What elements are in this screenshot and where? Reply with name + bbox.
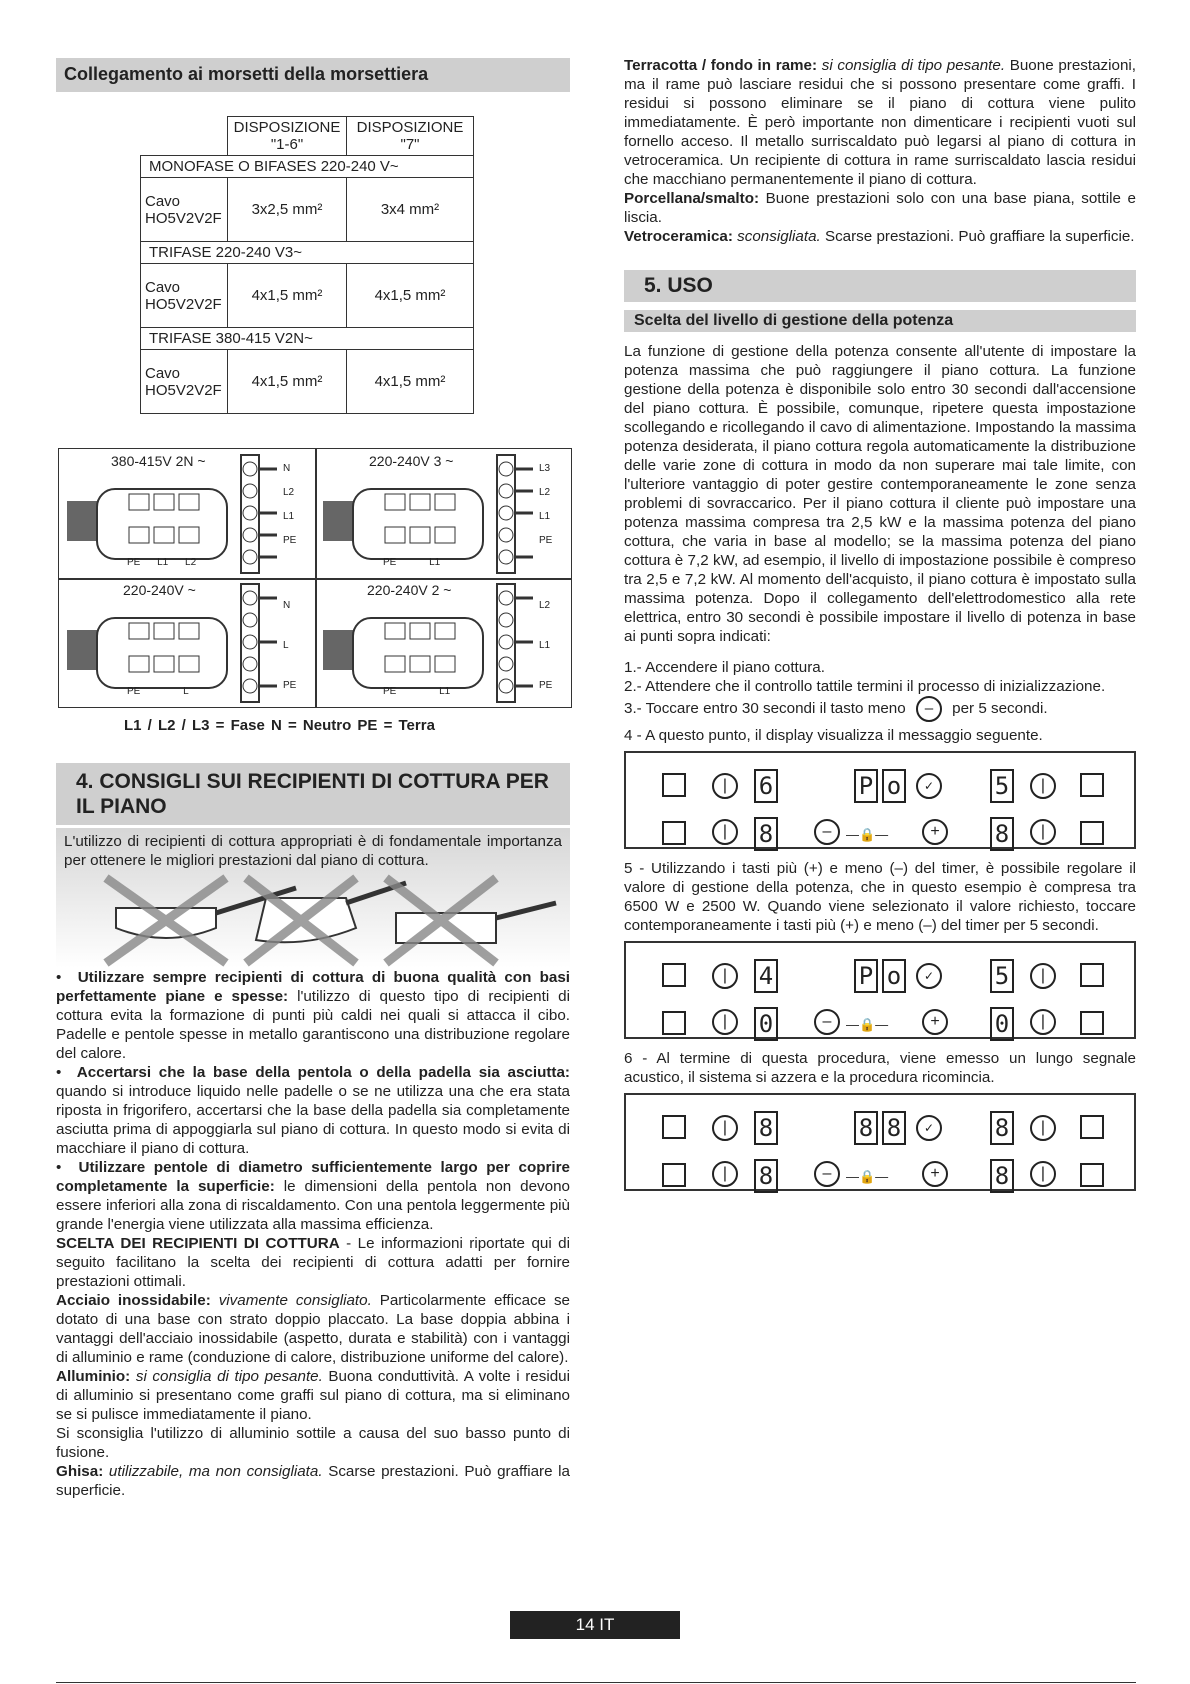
cable-value: 3x4 mm²	[347, 178, 474, 242]
plus-icon[interactable]: +	[922, 1009, 948, 1035]
wiring-legend: L1 / L2 / L3 = Fase N = Neutro PE = Terra	[124, 717, 435, 734]
minus-icon: –	[916, 696, 942, 722]
cable-label: Cavo HO5V2V2F	[141, 264, 228, 328]
page-number: 14 IT	[510, 1611, 680, 1639]
terminal-block-icon	[315, 449, 571, 578]
wiring-title: 220-240V 3 ~	[369, 453, 454, 469]
side-labels: L2 L1 PE	[539, 600, 553, 691]
control-panel: | | 6 8 P o ✓ – —🔒— + 5 8 | |	[624, 751, 1136, 849]
cable-value: 4x1,5 mm²	[347, 350, 474, 414]
control-panel: | | 4 0 P o ✓ – —🔒— + 5 0 | |	[624, 941, 1136, 1039]
cable-value: 4x1,5 mm²	[228, 350, 347, 414]
wiring-title: 220-240V 2 ~	[367, 582, 452, 598]
bad-cookware-icon	[56, 868, 570, 968]
wiring-cell	[59, 578, 315, 707]
timer-icon: ✓	[916, 963, 942, 989]
footer-divider	[56, 1682, 1136, 1683]
minus-icon[interactable]: –	[814, 819, 840, 845]
header-1-6: DISPOSIZIONE "1-6"	[228, 117, 347, 156]
bottom-labels: PE L1 L2	[127, 557, 197, 568]
group-label: MONOFASE O BIFASES 220-240 V~	[141, 156, 474, 178]
cable-value: 4x1,5 mm²	[347, 264, 474, 328]
cable-label: Cavo HO5V2V2F	[141, 178, 228, 242]
section4-title: 4. CONSIGLI SUI RECIPIENTI DI COTTURA PER IL PIANO	[56, 763, 570, 825]
bottom-labels: PE L1	[383, 686, 451, 697]
plus-icon[interactable]: +	[922, 819, 948, 845]
step-6: 6 - Al termine di questa procedura, viene emesso un lungo segnale acustico, il sistema si azzera e la procedura ricomincia.	[624, 1050, 1136, 1086]
timer-icon: ✓	[916, 1115, 942, 1141]
group-label: TRIFASE 220-240 V3~	[141, 242, 474, 264]
cable-label: Cavo HO5V2V2F	[141, 350, 228, 414]
power-text: La funzione di gestione della potenza consente all'utente di impostare la potenza massima che può raggiungere il piano cottura. La funzione gestione della potenza è disponibile solo entro 30 secondi dall'accensione del piano cottura. È possibile, comunque, ripetere questa impostazione scollegando e ricollegando il cavo di alimentazione. Impostando la massima potenza desiderata, il piano cottura regola automaticamente la distribuzione delle varie zone di cottura in modo da non superare mai tale limite, con l'ulteriore vantaggio di poter gestire contemporaneamente le zone senza problemi di sovraccarico. Per il piano cottura il cliente può impostare una potenza massima compresa tra 2,5 kW e la massima potenza del piano cottura, che varia in base al modello; se la massima potenza del piano cottura è 7,2 kW, ad esempio, il livello di impostazione possibile è compreso tra 2,5 e 7,2 kW. Al momento dell'acquisto, il piano cottura è impostato sulla massima potenza. Dopo il collegamento dell'elettrodomestico alla rete elettrica, entro 30 secondi è possibile impostare il livello di potenza in base ai punti sopra indicati:	[624, 343, 1136, 645]
section5-title: 5. USO	[624, 270, 1136, 302]
wiring-cell	[315, 449, 571, 578]
control-panel: | | 8 8 8 8 ✓ – —🔒— + 8 8 | |	[624, 1093, 1136, 1191]
plus-icon[interactable]: +	[922, 1161, 948, 1187]
step-4: 4 - A questo punto, il display visualizza il messaggio seguente.	[624, 727, 1043, 744]
terminals-title: Collegamento ai morsetti della morsettiera	[56, 58, 570, 92]
step-2: 2.- Attendere che il controllo tattile termini il processo di inizializzazione.	[624, 678, 1106, 695]
wiring-cell	[59, 449, 315, 578]
wiring-cell	[315, 578, 571, 707]
section4-intro: L'utilizzo di recipienti di cottura appropriati è di fondamentale importanza per ottenere le migliori prestazioni dal piano di cottura.	[64, 833, 562, 869]
section4-body: • Utilizzare sempre recipienti di cottura di buona qualità con basi perfettamente piane e spesse: l'utilizzo di questo tipo di recipienti di cottura evita la formazione di punti più caldi nei quali si attacca il cibo. Padelle e pentole spesse in metallo garantiscono una distribuzione regolare del calore. • Accertarsi che la base della pentola o della padella sia asciutta: quando si introduce liquido nelle padelle o se ne utilizza una che era stata riposta in frigorifero, accertarsi che la base della padella sia completamente asciutta prima di appoggiarla sul piano di cottura. In questo modo si evita di macchiare il piano di cottura. • Utilizzare pentole di diametro sufficientemente largo per coprire completamente la superficie: le dimensioni della pentola non devono essere inferiori alla zona di riscaldamento. Con una pentola leggermente più grande l'energia viene utilizzata alla massima efficienza. SCELTA DEI RECIPIENTI DI COTTURA - Le informazioni riportate qui di seguito facilitano la scelta dei recipienti di cottura adatti per fornire prestazioni ottimali. Acciaio inossidabile: vivamente consigliato. Particolarmente efficace se dotato di una base con strato doppio placcato. La base doppia abbina i vantaggi dell'acciaio inossidabile (aspetto, durata e stabilità) con i vantaggi di alluminio e rame (conduzione di calore, distribuzione uniforme del calore). Alluminio: si consiglia di tipo pesante. Buona conduttività. A volte i residui di alluminio si presentano come graffi sul piano di cottura, ma si eliminano se si pulisce immediatamente il piano. Si sconsiglia l'utilizzo di alluminio sottile a causa del suo basso punto di fusione. Ghisa: utilizzabile, ma non consigliata. Scarse prestazioni. Può graffiare la superficie.	[56, 969, 571, 1499]
side-labels: N L2 L1 PE	[283, 463, 297, 546]
wiring-title: 220-240V ~	[123, 582, 196, 598]
power-subtitle: Scelta del livello di gestione della potenza	[624, 310, 1136, 332]
step-1: 1.- Accendere il piano cottura.	[624, 659, 825, 676]
cable-value: 3x2,5 mm²	[228, 178, 347, 242]
step-5: 5 - Utilizzando i tasti più (+) e meno (–) del timer, è possibile regolare il valore di gestione della potenza, che in questo esempio è compresa tra 6500 W e 2500 W. Quando viene selezionato il valore richiesto, toccare contemporaneamente i tasti più (+) e meno (–) del timer per 5 secondi.	[624, 860, 1136, 934]
bottom-labels: PE L1	[383, 557, 441, 568]
bottom-labels: PE L	[127, 686, 189, 697]
header-7: DISPOSIZIONE "7"	[347, 117, 474, 156]
step-3: 3.- Toccare entro 30 secondi il tasto meno – per 5 secondi.	[624, 696, 1136, 722]
cookware-banner	[56, 828, 570, 968]
side-labels: N L PE	[283, 600, 297, 691]
lock-icon: —🔒—	[846, 1169, 889, 1184]
wiring-title: 380-415V 2N ~	[111, 453, 206, 469]
timer-icon: ✓	[916, 773, 942, 799]
right-column: Terracotta / fondo in rame: si consiglia di tipo pesante. Buone prestazioni, ma il rame può lasciare residui che si possono presentare come graffi. I residui si possono eliminare se il piano di cottura viene pulito immediatamente. È però importante non dimenticare i recipienti vuoti sul fornello acceso. Il metallo surriscaldato può legarsi al piano di cottura in vetroceramica. Un recipiente di cottura in rame surriscaldato lascia residui che macchiano permanentemente il piano di cottura. Porcellana/smalto: Buone prestazioni solo con una base piana, sottile e liscia. Vetroceramica: sconsigliata. Scarse prestazioni. Può graffiare la superficie. 5. USO Scelta del livello di gestione della potenza La funzione di gestione della potenza consente all'utente di impostare la potenza massima che può raggiungere il piano cottura. La funzione gestione della potenza è disponibile solo entro 30 secondi dall'accensione del piano cottura. È possibile, comunque, ripetere questa impostazione scollegando e ricollegando il cavo di alimentazione. Impostando la massima potenza desiderata, il piano cottura regola automaticamente la distribuzione delle varie zone di cottura in modo da non superare mai tale limite, con l'ulteriore vantaggio di poter gestire contemporaneamente le zone senza problemi di sovraccarico. Per il piano cottura il cliente può impostare una potenza massima compresa tra 2,5 kW e la massima potenza del piano cottura, che varia in base al modello; se la massima potenza del piano cottura è 7,2 kW, ad esempio, il livello di impostazione possibile è compreso tra 2,5 e 7,2 kW. Al momento dell'acquisto, il piano cottura è impostato sulla massima potenza. Dopo il collegamento dell'elettrodomestico alla rete elettrica, entro 30 secondi è possibile impostare il livello di potenza in base ai punti sopra indicati: 1.- Accendere il piano cottura. 2.- Attendere che il controllo tattile termini il processo di inizializzazione. 3.- Toccare entro 30 secondi il tasto meno – per 5 secondi. 4 - A questo punto, il display visualizza il messaggio seguente. | | 6 8 P o ✓ – —🔒— + 5 8 | | 5 - Utilizzando i tasti più (+) e meno (–) del timer, è possibile regolare il valore di gestione della potenza, che in questo esempio è compresa tra 6500 W e 2500 W. Quando viene selezionato il valore richiesto, toccare contemporaneamente i tasti più (+) e meno (–) del timer per 5 secondi. | | 4 0 P o ✓ – —🔒— + 5 0 | | 6 - Al termine di questa procedura, viene emesso un lungo segnale acustico, il sistema si azzera e la procedura ricomincia. | | 8 8 8 8 ✓ – —🔒— + 8 8 | |	[624, 56, 1136, 1201]
minus-icon[interactable]: –	[814, 1161, 840, 1187]
lock-icon: —🔒—	[846, 1017, 889, 1032]
left-column	[56, 58, 571, 1499]
cable-table	[140, 116, 474, 414]
minus-icon[interactable]: –	[814, 1009, 840, 1035]
cable-value: 4x1,5 mm²	[228, 264, 347, 328]
group-label: TRIFASE 380-415 V2N~	[141, 328, 474, 350]
wiring-diagram	[58, 448, 572, 708]
side-labels: L3 L2 L1 PE	[539, 463, 553, 546]
lock-icon: —🔒—	[846, 827, 889, 842]
